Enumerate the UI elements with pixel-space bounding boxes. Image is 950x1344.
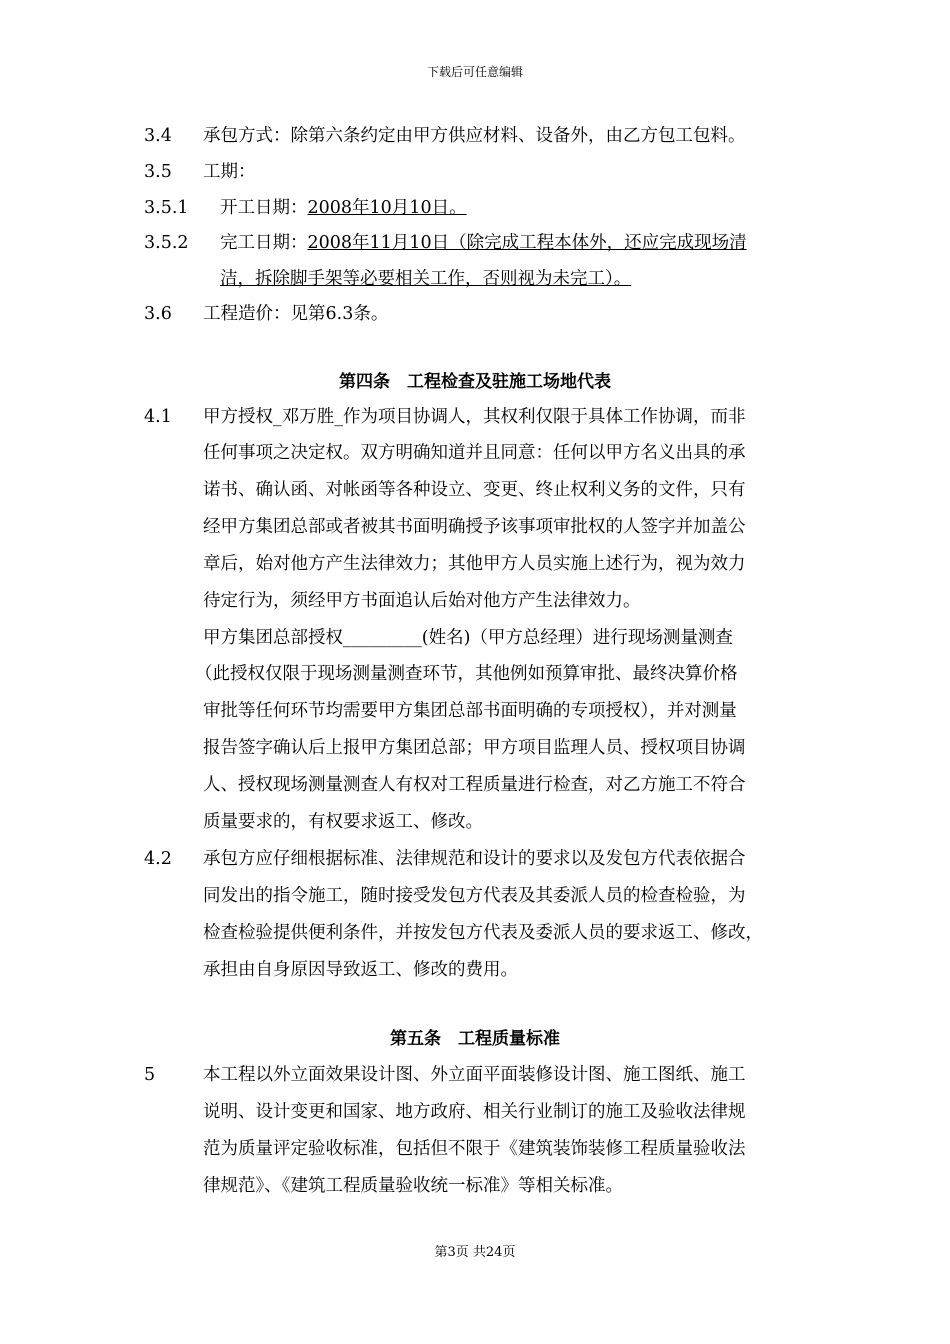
end-date-value-continued: 洁，拆除脚手架等必要相关工作，否则视为未完工）。 [220,269,632,289]
clause-3-5-text: 工期： [203,162,256,182]
clause-3-4-text: 承包方式：除第六条约定由甲方供应材料、设备外，由乙方包工包料。 [203,126,746,146]
paragraph-line: 诺书、确认函、对帐函等各种设立、变更、终止权利义务的文件，只有 [203,480,746,500]
clause-number-4-2: 4.2 [144,849,172,869]
clause-3-5-2-text [220,231,747,255]
paragraph-line: 质量要求的，有权要求返工、修改。 [203,812,483,832]
end-date-label: 完工日期： [220,233,308,253]
section-5-title: 第五条 工程质量标准 [390,1029,560,1049]
paragraph-line: 检查检验提供便利条件，并按发包方代表及委派人员的要求返工、修改， [203,923,763,943]
paragraph-line: 经甲方集团总部或者被其书面明确授予该事项审批权的人签字并加盖公 [203,517,746,537]
paragraph-line: 报告签字确认后上报甲方集团总部；甲方项目监理人员、授权项目协调 [203,738,746,758]
clause-number-3-4: 3.4 [144,126,172,146]
paragraph-line: 承包方应仔细根据标准、法律规范和设计的要求以及发包方代表依据合 [203,849,746,869]
paragraph-line: 说明、设计变更和国家、地方政府、相关行业制订的施工及验收法律规 [203,1102,746,1122]
clause-number-5: 5 [144,1065,156,1085]
page-number: 第3页 共24页 [434,1245,516,1260]
page-header: 下载后可任意编辑 [426,65,523,79]
paragraph-line: 范为质量评定验收标准，包括但不限于《建筑装饰装修工程质量验收法 [203,1139,746,1159]
clause-3-5-1-text [220,196,467,220]
paragraph-line: 甲方集团总部授权_________(姓名)（甲方总经理）进行现场测量测查 [203,628,733,648]
section-4-title: 第四条 工程检查及驻施工场地代表 [339,372,611,392]
clause-3-6-text: 工程造价：见第6.3条。 [203,304,389,324]
paragraph-line: 人、授权现场测量测查人有权对工程质量进行检查，对乙方施工不符合 [203,775,746,795]
clause-number-3-5: 3.5 [144,162,172,182]
paragraph-line: （此授权仅限于现场测量测查环节，其他例如预算审批、最终决算价格 [195,664,738,684]
paragraph-line: 同发出的指令施工，随时接受发包方代表及其委派人员的检查检验，为 [203,886,746,906]
start-date-value: 2008年10月10日。 [307,198,467,218]
paragraph-line: 本工程以外立面效果设计图、外立面平面装修设计图、施工图纸、施工 [203,1065,746,1085]
clause-number-4-1: 4.1 [144,407,172,427]
start-date-label: 开工日期： [220,198,308,218]
paragraph-line: 甲方授权_邓万胜_作为项目协调人，其权利仅限于具体工作协调，而非 [203,407,746,427]
clause-number-3-5-1: 3.5.1 [144,198,189,218]
clause-number-3-6: 3.6 [144,304,172,324]
paragraph-line: 章后，始对他方产生法律效力；其他甲方人员实施上述行为，视为效力 [203,554,746,574]
end-date-value: 2008年11月10日（除完成工程本体外，还应完成现场清 [307,233,747,253]
paragraph-line: 律规范》、《建筑工程质量验收统一标准》等相关标准。 [203,1176,623,1196]
paragraph-line: 承担由自身原因导致返工、修改的费用。 [203,960,518,980]
clause-number-3-5-2: 3.5.2 [144,233,189,253]
paragraph-line: 任何事项之决定权。双方明确知道并且同意：任何以甲方名义出具的承 [203,443,746,463]
paragraph-line: 待定行为，须经甲方书面追认后始对他方产生法律效力。 [203,591,641,611]
paragraph-line: 审批等任何环节均需要甲方集团总部书面明确的专项授权），并对测量 [203,701,737,721]
